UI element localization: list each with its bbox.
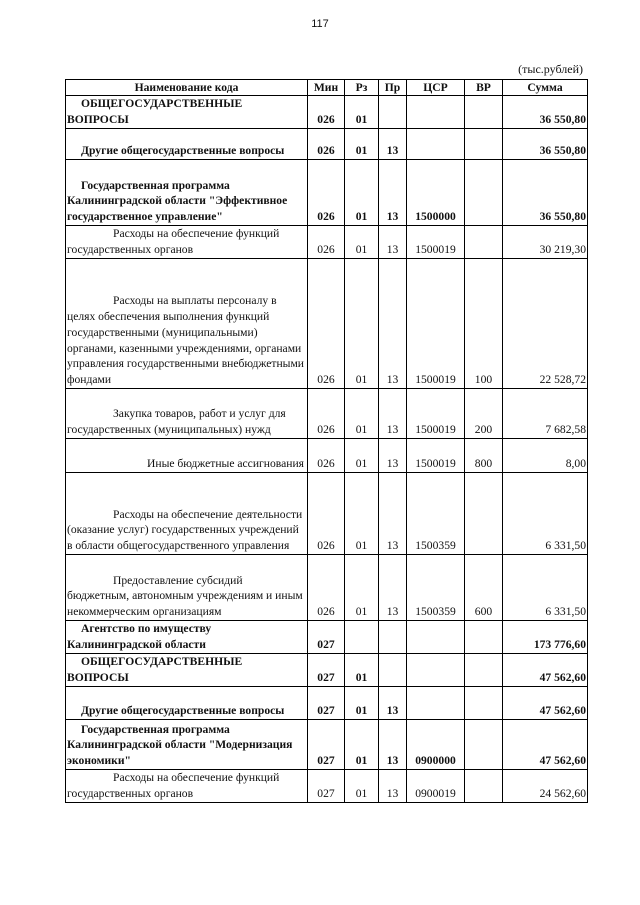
table-header-row — [66, 80, 588, 96]
row-name: Государственная программа Калининградской области "Модернизация экономики" — [66, 720, 308, 770]
row-pr: 13 — [379, 687, 407, 720]
row-csr: 1500019 — [407, 259, 465, 389]
row-rz: 01 — [345, 473, 379, 555]
row-csr — [407, 687, 465, 720]
table-row — [66, 720, 588, 770]
row-name: Иные бюджетные ассигнования — [66, 439, 308, 473]
row-csr — [407, 129, 465, 160]
table-row — [66, 621, 588, 654]
unit-note: (тыс.рублей) — [518, 62, 583, 76]
row-vr — [465, 720, 503, 770]
column-header-sum: Сумма — [503, 80, 588, 96]
row-min: 026 — [308, 226, 345, 259]
row-sum: 24 562,60 — [503, 770, 588, 803]
column-header-pr: Пр — [379, 80, 407, 96]
row-vr — [465, 687, 503, 720]
column-header-name: Наименование кода — [66, 80, 308, 96]
row-rz: 01 — [345, 654, 379, 687]
row-csr: 1500359 — [407, 473, 465, 555]
row-pr — [379, 621, 407, 654]
row-pr: 13 — [379, 473, 407, 555]
table-row — [66, 439, 588, 473]
row-name: Расходы на обеспечение функций государственных органов — [66, 770, 308, 803]
row-name: ОБЩЕГОСУДАРСТВЕННЫЕ ВОПРОСЫ — [66, 96, 308, 129]
row-csr: 1500019 — [407, 439, 465, 473]
row-rz: 01 — [345, 555, 379, 621]
row-sum: 8,00 — [503, 439, 588, 473]
table-row — [66, 96, 588, 129]
row-pr: 13 — [379, 226, 407, 259]
row-vr — [465, 160, 503, 226]
row-pr: 13 — [379, 259, 407, 389]
row-pr: 13 — [379, 770, 407, 803]
table-row — [66, 259, 588, 389]
row-name: Закупка товаров, работ и услуг для государственных (муниципальных) нужд — [66, 389, 308, 439]
row-vr — [465, 96, 503, 129]
row-vr: 800 — [465, 439, 503, 473]
row-name: Другие общегосударственные вопросы — [66, 129, 308, 160]
row-vr: 200 — [465, 389, 503, 439]
row-csr: 1500000 — [407, 160, 465, 226]
row-min: 027 — [308, 621, 345, 654]
row-name: Расходы на обеспечение деятельности (оказание услуг) государственных учреждений в области общегосударственного управления — [66, 473, 308, 555]
row-pr: 13 — [379, 555, 407, 621]
row-csr: 1500019 — [407, 389, 465, 439]
row-rz: 01 — [345, 96, 379, 129]
row-rz: 01 — [345, 439, 379, 473]
row-rz: 01 — [345, 770, 379, 803]
row-sum: 6 331,50 — [503, 555, 588, 621]
row-min: 027 — [308, 720, 345, 770]
row-vr — [465, 129, 503, 160]
row-min: 026 — [308, 96, 345, 129]
page-number: 117 — [311, 18, 329, 30]
table-row — [66, 226, 588, 259]
row-pr: 13 — [379, 389, 407, 439]
row-vr: 600 — [465, 555, 503, 621]
row-vr — [465, 226, 503, 259]
table-row — [66, 473, 588, 555]
row-sum: 7 682,58 — [503, 389, 588, 439]
table-row — [66, 770, 588, 803]
row-sum: 6 331,50 — [503, 473, 588, 555]
row-sum: 47 562,60 — [503, 687, 588, 720]
row-sum: 47 562,60 — [503, 720, 588, 770]
table-row — [66, 654, 588, 687]
row-min: 027 — [308, 770, 345, 803]
row-pr: 13 — [379, 160, 407, 226]
row-name: Предоставление субсидий бюджетным, автономным учреждениям и иным некоммерческим организациям — [66, 555, 308, 621]
row-pr — [379, 96, 407, 129]
row-sum: 36 550,80 — [503, 129, 588, 160]
row-csr — [407, 654, 465, 687]
row-vr — [465, 654, 503, 687]
row-csr — [407, 621, 465, 654]
row-pr: 13 — [379, 439, 407, 473]
row-sum: 22 528,72 — [503, 259, 588, 389]
table-row — [66, 555, 588, 621]
row-min: 026 — [308, 555, 345, 621]
row-name: ОБЩЕГОСУДАРСТВЕННЫЕ ВОПРОСЫ — [66, 654, 308, 687]
row-sum: 36 550,80 — [503, 160, 588, 226]
row-name: Расходы на обеспечение функций государственных органов — [66, 226, 308, 259]
row-vr — [465, 770, 503, 803]
row-name: Агентство по имуществу Калининградской области — [66, 621, 308, 654]
row-vr — [465, 473, 503, 555]
row-rz: 01 — [345, 687, 379, 720]
row-name: Государственная программа Калининградской области "Эффективное государственное управление" — [66, 160, 308, 226]
row-rz: 01 — [345, 720, 379, 770]
table-row — [66, 160, 588, 226]
row-rz — [345, 621, 379, 654]
row-min: 026 — [308, 129, 345, 160]
row-csr: 0900000 — [407, 720, 465, 770]
column-header-csr: ЦСР — [407, 80, 465, 96]
row-min: 027 — [308, 687, 345, 720]
row-min: 026 — [308, 439, 345, 473]
row-pr: 13 — [379, 129, 407, 160]
row-vr: 100 — [465, 259, 503, 389]
row-min: 027 — [308, 654, 345, 687]
row-csr: 1500019 — [407, 226, 465, 259]
row-rz: 01 — [345, 160, 379, 226]
row-csr — [407, 96, 465, 129]
row-min: 026 — [308, 160, 345, 226]
table-row — [66, 389, 588, 439]
column-header-vr: ВР — [465, 80, 503, 96]
row-name: Другие общегосударственные вопросы — [66, 687, 308, 720]
row-pr: 13 — [379, 720, 407, 770]
table-row — [66, 687, 588, 720]
row-rz: 01 — [345, 389, 379, 439]
row-sum: 30 219,30 — [503, 226, 588, 259]
row-name: Расходы на выплаты персоналу в целях обеспечения выполнения функций государственными (муниципальными) органами, казенными учреждениями, органами управления государственными внебюджетными фондами — [66, 259, 308, 389]
column-header-rz: Рз — [345, 80, 379, 96]
row-vr — [465, 621, 503, 654]
row-sum: 47 562,60 — [503, 654, 588, 687]
row-csr: 0900019 — [407, 770, 465, 803]
row-rz: 01 — [345, 226, 379, 259]
table-row — [66, 129, 588, 160]
budget-table — [65, 79, 588, 803]
row-csr: 1500359 — [407, 555, 465, 621]
row-pr — [379, 654, 407, 687]
row-min: 026 — [308, 473, 345, 555]
row-min: 026 — [308, 259, 345, 389]
column-header-min: Мин — [308, 80, 345, 96]
row-rz: 01 — [345, 129, 379, 160]
row-rz: 01 — [345, 259, 379, 389]
row-min: 026 — [308, 389, 345, 439]
row-sum: 173 776,60 — [503, 621, 588, 654]
row-sum: 36 550,80 — [503, 96, 588, 129]
